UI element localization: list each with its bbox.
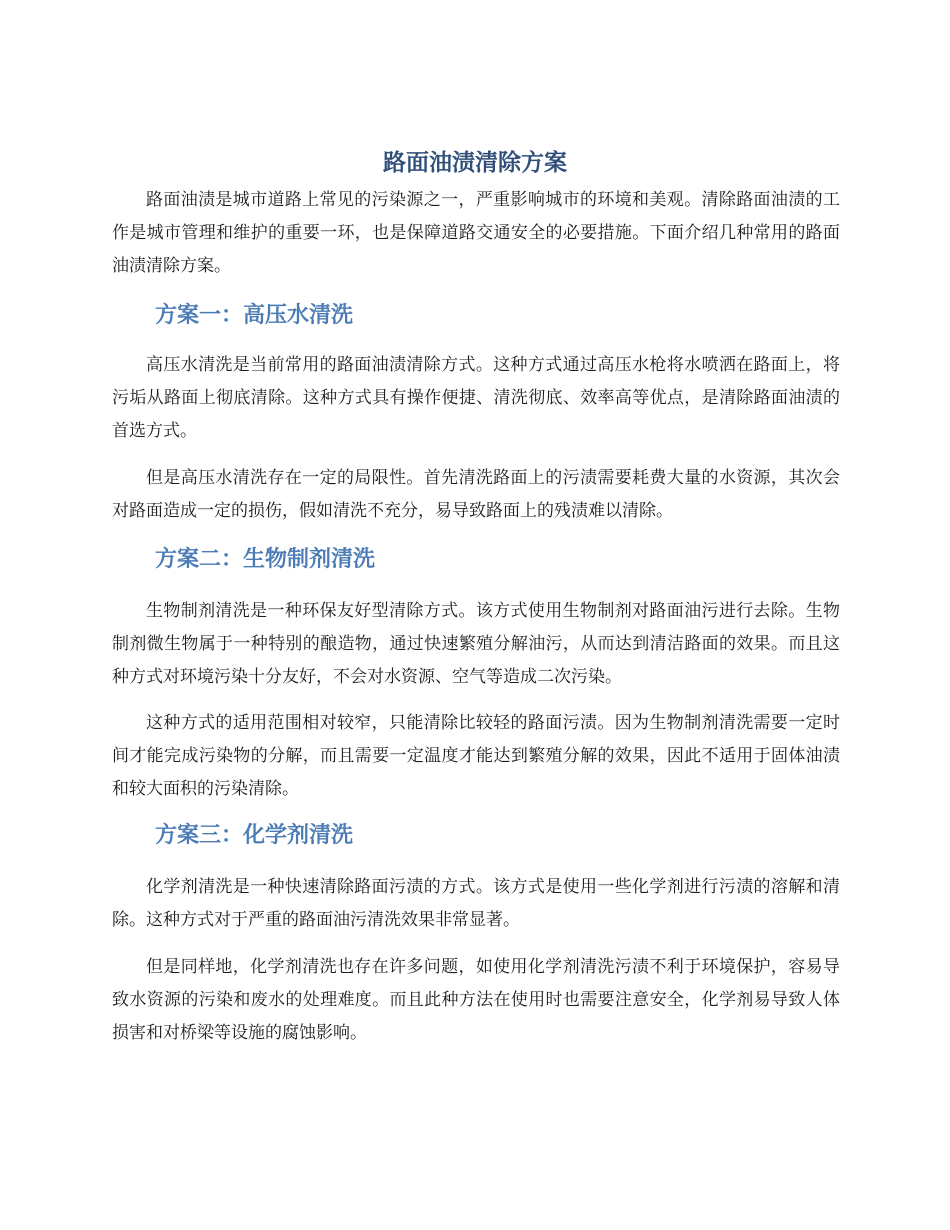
section-1-paragraph-2: 但是高压水清洗存在一定的局限性。首先清洗路面上的污渍需要耗费大量的水资源，其次会对路面造成一定的损伤，假如清洗不充分，易导致路面上的残渍难以清除。 — [112, 468, 840, 521]
intro-paragraph: 路面油渍是城市道路上常见的污染源之一，严重影响城市的环境和美观。清除路面油渍的工作是城市管理和维护的重要一环，也是保障道路交通安全的必要措施。下面介绍几种常用的路面油渍清除方案。 — [112, 190, 840, 276]
document-title: 路面油渍清除方案 — [383, 150, 567, 176]
section-heading-high-pressure-water: 方案一：高压水清洗 — [155, 303, 354, 328]
section-heading-biological-agent: 方案二：生物制剂清洗 — [155, 547, 376, 572]
section-1-paragraph-1: 高压水清洗是当前常用的路面油渍清除方式。这种方式通过高压水枪将水喷洒在路面上，将污垢从路面上彻底清除。这种方式具有操作便捷、清洗彻底、效率高等优点，是清除路面油渍的首选方式。 — [112, 355, 840, 441]
section-2-paragraph-1: 生物制剂清洗是一种环保友好型清除方式。该方式使用生物制剂对路面油污进行去除。生物制剂微生物属于一种特别的酿造物，通过快速繁殖分解油污，从而达到清洁路面的效果。而且这种方式对环境污染十分友好，不会对水资源、空气等造成二次污染。 — [112, 601, 840, 687]
section-3-paragraph-1: 化学剂清洗是一种快速清除路面污渍的方式。该方式是使用一些化学剂进行污渍的溶解和清除。这种方式对于严重的路面油污清洗效果非常显著。 — [112, 877, 840, 930]
section-2-paragraph-2: 这种方式的适用范围相对较窄，只能清除比较轻的路面污渍。因为生物制剂清洗需要一定时间才能完成污染物的分解，而且需要一定温度才能达到繁殖分解的效果，因此不适用于固体油渍和较大面积的污染清除。 — [112, 713, 840, 799]
section-3-paragraph-2: 但是同样地，化学剂清洗也存在许多问题，如使用化学剂清洗污渍不利于环境保护，容易导致水资源的污染和废水的处理难度。而且此种方法在使用时也需要注意安全，化学剂易导致人体损害和对桥梁等设施的腐蚀影响。 — [112, 957, 840, 1043]
section-heading-chemical-agent: 方案三：化学剂清洗 — [155, 823, 354, 848]
